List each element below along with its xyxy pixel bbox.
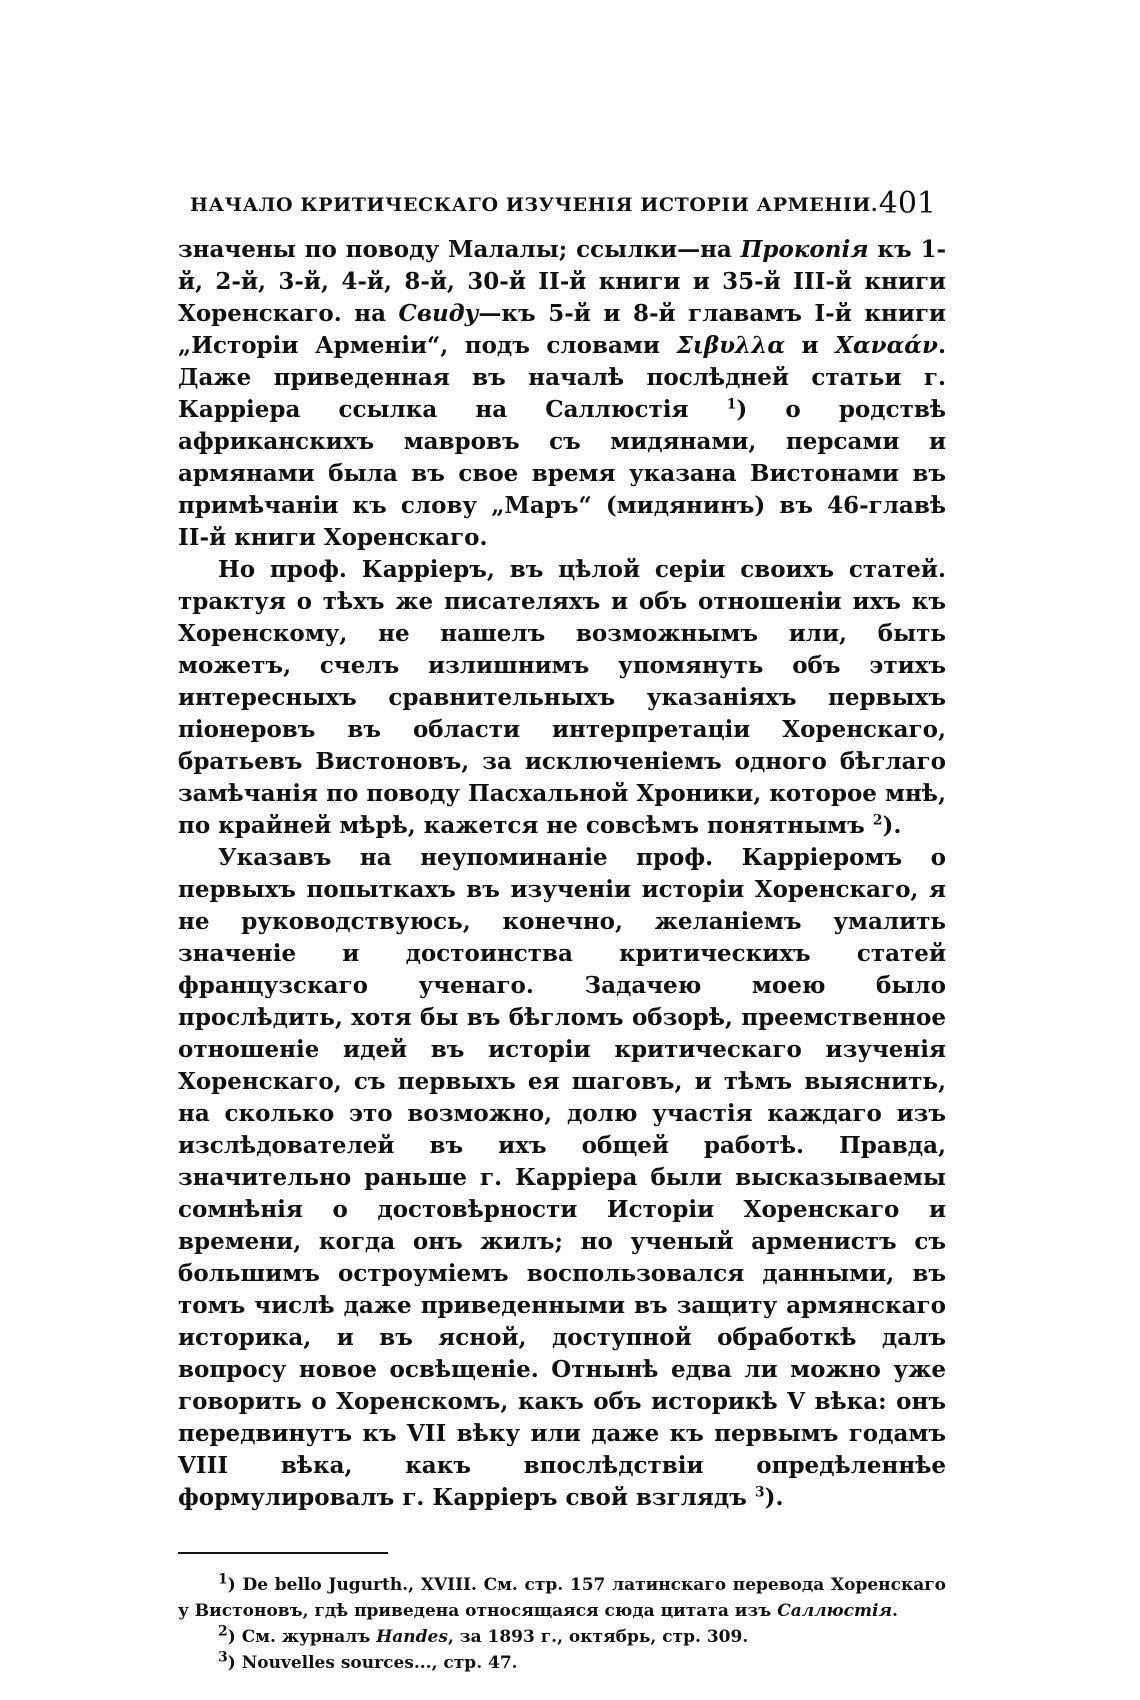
text-run: ) Nouvelles sources..., стр. 47.: [227, 1653, 518, 1673]
italic-text: Handes: [376, 1627, 448, 1647]
footnote-marker: 2: [872, 812, 883, 829]
footnote-marker: 3: [754, 1484, 765, 1501]
text-run: ).: [764, 1484, 784, 1511]
footnotes: [178, 1572, 946, 1676]
paragraph: [178, 234, 946, 554]
running-title: НАЧАЛО КРИТИЧЕСКАГО ИЗУЧЕНІЯ ИСТОРІИ АРМЕНІИ.: [190, 194, 879, 216]
italic-text: Χαναάν: [835, 332, 938, 359]
footnote-marker: 3: [218, 1649, 228, 1666]
footnote-divider: [178, 1552, 388, 1554]
text-run: , за 1893 г., октябрь, стр. 309.: [447, 1627, 749, 1647]
footnote: [178, 1650, 946, 1676]
text-run: значены по поводу Малалы; ссылки—на: [178, 236, 741, 263]
text-run: ) См. журналъ: [227, 1627, 377, 1647]
footnote-marker: 1: [218, 1571, 228, 1588]
italic-text: Σιβυλλα: [676, 332, 786, 359]
body-text: [178, 234, 946, 1514]
footnote-marker: 2: [218, 1623, 228, 1640]
text-run: ).: [882, 812, 902, 839]
text-run: ) о родствѣ африканскихъ мавровъ съ мидянами, персами и армянами была въ свое время указана Вистонами въ примѣчаніи къ слову „Маръ“ (мидянинъ) въ 46-главѣ II-й книги Хоренскаго.: [178, 396, 946, 551]
text-run: къ 1-й, 2-й, 3-й, 4-й, 8-й, 30-й II-й книги и 35-й III-й книги Хоренскаго. на: [178, 236, 946, 327]
running-head: [178, 180, 946, 228]
text-run: и: [785, 332, 836, 359]
footnote: [178, 1572, 946, 1624]
paragraph: [178, 842, 946, 1514]
text-run: ) De bello Jugurth., XVIII. См. стр. 157 латинскаго перевода Хоренскаго у Вистоновъ, гдѣ приведена относящаяся сюда цитата изъ: [178, 1575, 946, 1621]
text-run: Указавъ на неупоминаніе проф. Карріеромъ о первыхъ попыткахъ въ изученіи исторіи Хоренскаго, я не руководствуюсь, конечно, желаніемъ умалить значеніе и достоинства критическихъ статей французскаго ученаго. Задачею моею было прослѣдить, хотя бы въ бѣгломъ обзорѣ, преемственное отношеніе идей въ исторіи критическаго изученія Хоренскаго, съ первыхъ ея шаговъ, и тѣмъ выяснить, на сколько это возможно, долю участія каждаго изъ изслѣдователей въ ихъ общей работѣ. Правда, значительно раньше г. Карріера были высказываемы сомнѣнія о достовѣрности Исторіи Хоренскаго и времени, когда онъ жилъ; но ученый арменистъ съ большимъ остроуміемъ воспользовался данными, въ томъ числѣ даже приведенными въ защиту армянскаго историка, и въ ясной, доступной обработкѣ далъ вопросу новое освѣщеніе. Отнынѣ едва ли можно уже говорить о Хоренскомъ, какъ объ историкѣ V вѣка: онъ передвинутъ къ VII вѣку или даже къ первымъ годамъ VIII вѣка, какъ впослѣдствіи опредѣленнѣе формулировалъ г. Карріеръ свой взглядъ: [178, 844, 946, 1511]
italic-text: Саллюстія: [777, 1601, 892, 1621]
page-number: 401: [878, 186, 936, 221]
footnote-marker: 1: [726, 396, 737, 413]
text-run: —къ 5-й и 8-й главамъ I-й книги „Исторіи Арменіи“, подъ словами: [178, 300, 946, 359]
footnote: [178, 1624, 946, 1650]
text-run: .: [892, 1601, 898, 1621]
text-run: . Даже приведенная въ началѣ послѣдней статьи г. Карріера ссылка на Саллюстія: [178, 332, 946, 423]
document-page: [178, 180, 946, 1676]
paragraph: [178, 554, 946, 842]
italic-text: Свиду: [398, 300, 479, 327]
italic-text: Прокопія: [740, 236, 869, 263]
text-run: Но проф. Карріеръ, въ цѣлой серіи своихъ статей. трактуя о тѣхъ же писателяхъ и объ отношеніи ихъ къ Хоренскому, не нашелъ возможнымъ или, быть можетъ, счелъ излишнимъ упомянуть объ этихъ интересныхъ сравнительныхъ указаніяхъ первыхъ піонеровъ въ области интерпретаціи Хоренскаго, братьевъ Вистоновъ, за исключеніемъ одного бѣглаго замѣчанія по поводу Пасхальной Хроники, которое мнѣ, по крайней мѣрѣ, кажется не совсѣмъ понятнымъ: [178, 556, 946, 839]
